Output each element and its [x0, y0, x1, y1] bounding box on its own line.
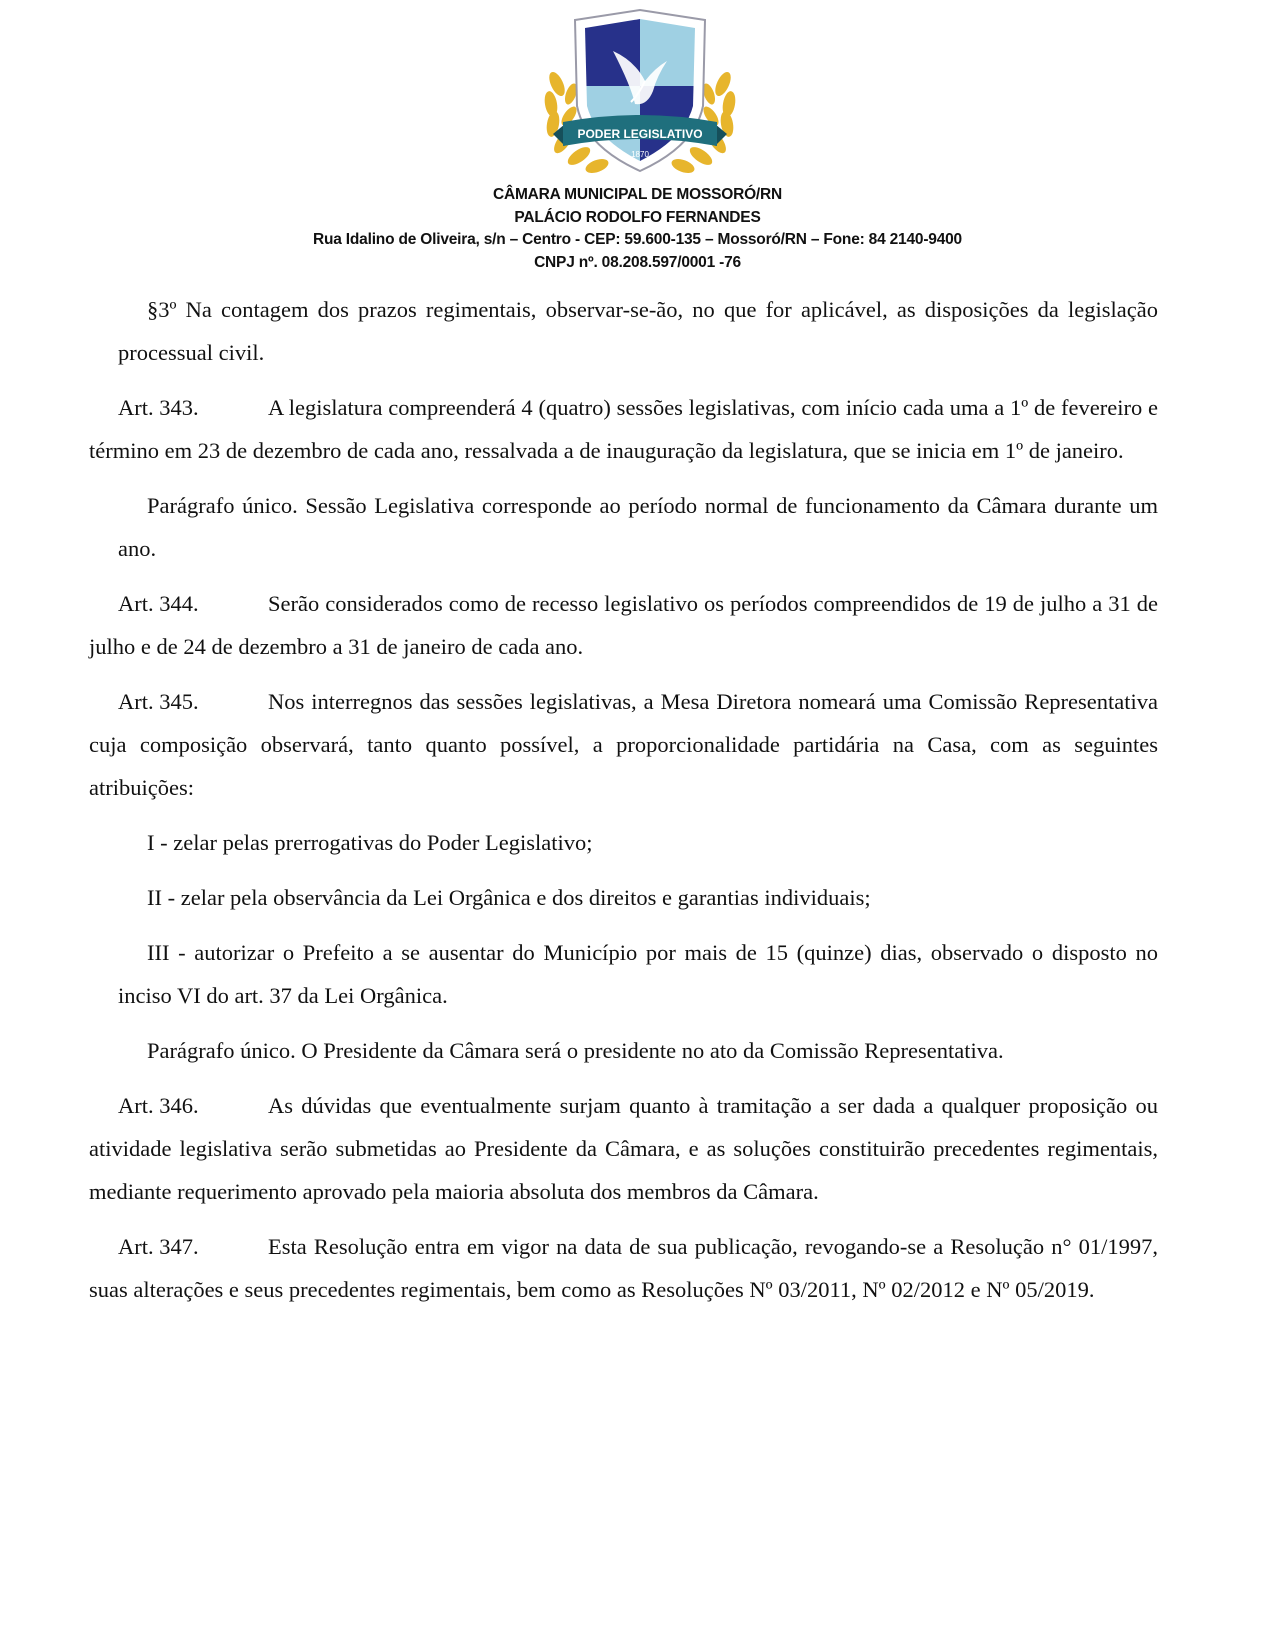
article-345-item-1: I - zelar pelas prerrogativas do Poder Legislativo;: [147, 830, 593, 855]
article-text: A legislatura compreenderá 4 (quatro) sessões legislativas, com início cada uma a 1º de fevereiro e término em 23 de dezembro de cada ano, ressalvada a de inauguração da legislatura, que se inicia em 1º de janeiro.: [89, 395, 1158, 463]
chamber-name: CÂMARA MUNICIPAL DE MOSSORÓ/RN: [492, 186, 783, 203]
article-343: [89, 386, 1158, 472]
article-number: Art. 343.: [118, 395, 199, 420]
address-line: Rua Idalino de Oliveira, s/n – Centro - CEP: 59.600-135 – Mossoró/RN – Fone: 84 2140-9400: [313, 231, 962, 248]
palace-name: PALÁCIO RODOLFO FERNANDES: [514, 208, 761, 226]
coat-of-arms-icon: [535, 6, 745, 181]
article-text: Serão considerados como de recesso legislativo os períodos compreendidos de 19 de julho a 31 de julho e de 24 de dezembro a 31 de janeiro de cada ano.: [89, 591, 1158, 659]
chamber-logo: [535, 6, 745, 181]
article-343-sole-paragraph: Parágrafo único. Sessão Legislativa corresponde ao período normal de funcionamento da Câmara durante um ano.: [118, 493, 1158, 561]
cnpj-line: CNPJ nº. 08.208.597/0001 -76: [534, 253, 741, 271]
article-text: Esta Resolução entra em vigor na data de sua publicação, revogando-se a Resolução n° 01/1997, suas alterações e seus precedentes regimentais, bem como as Resoluções Nº 03/2011, Nº 02/2012 e Nº 05/2019.: [89, 1234, 1158, 1302]
article-number: Art. 345.: [118, 689, 199, 714]
article-345-sole-paragraph: Parágrafo único. O Presidente da Câmara será o presidente no ato da Comissão Representativa.: [147, 1038, 1004, 1063]
article-346: [89, 1084, 1158, 1213]
article-text: As dúvidas que eventualmente surjam quanto à tramitação a ser dada a qualquer proposição ou atividade legislativa serão submetidas ao Presidente da Câmara, e as soluções constituirão precedentes regimentais, mediante requerimento aprovado pela maioria absoluta dos membros da Câmara.: [89, 1093, 1158, 1204]
article-345-item-3: III - autorizar o Prefeito a se ausentar do Município por mais de 15 (quinze) dias, observado o disposto no inciso VI do art. 37 da Lei Orgânica.: [118, 940, 1158, 1008]
article-number: Art. 347.: [118, 1234, 199, 1259]
article-344: [89, 582, 1158, 668]
article-347: [89, 1225, 1158, 1311]
letterhead: [0, 184, 1275, 274]
svg-text:PODER LEGISLATIVO: PODER LEGISLATIVO: [577, 127, 703, 141]
article-number: Art. 344.: [118, 591, 199, 616]
article-345-item-2: II - zelar pela observância da Lei Orgânica e dos direitos e garantias individuais;: [147, 885, 871, 910]
article-text: Nos interregnos das sessões legislativas, a Mesa Diretora nomeará uma Comissão Representativa cuja composição observará, tanto quanto possível, a proporcionalidade partidária na Casa, com as seguintes atribuições:: [89, 689, 1158, 800]
article-number: Art. 346.: [118, 1093, 199, 1118]
svg-text:1870: 1870: [631, 150, 649, 159]
paragraph-3: §3º Na contagem dos prazos regimentais, observar-se-ão, no que for aplicável, as disposições da legislação processual civil.: [118, 297, 1158, 365]
article-345: [89, 680, 1158, 809]
document-body: [89, 288, 1158, 1323]
